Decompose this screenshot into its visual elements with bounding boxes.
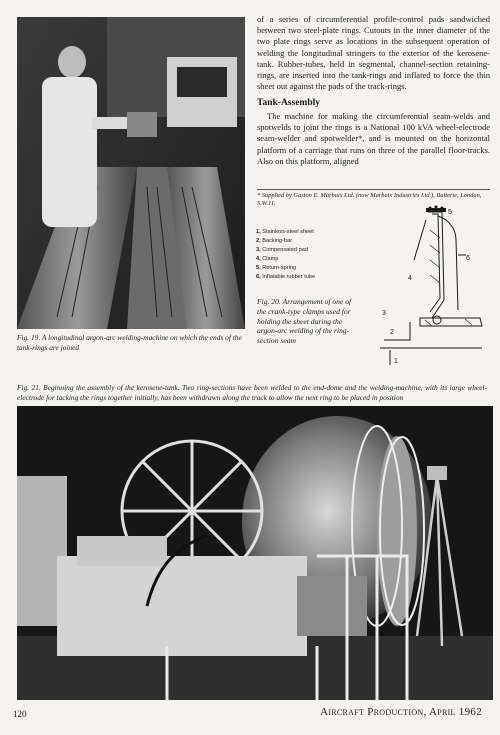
running-footer: Aircraft Production, April 1962 xyxy=(320,706,482,718)
parts-item: 5, Return-spring xyxy=(256,265,297,271)
fig21-caption: Fig. 21. Beginning the assembly of the kerosene-tank. Two ring-sections have been welded to the end-dome and the welding-machine, with its large wheel-electrode for tacking the rings together initially, has been withdrawn along the track to allow the next ring to be placed in position xyxy=(17,383,487,402)
diagram-label: 4 xyxy=(408,275,412,282)
parts-item: 3, Compensated pad xyxy=(256,247,308,253)
footnote: * Supplied by Gaston E. Marbaix Ltd. (now Marbaix Industries Ltd.), Batterie, London, S.W.11. xyxy=(257,192,482,207)
fig19-caption: Fig. 19. A longitudinal argon-arc welding-machine on which the ends of the tank-rings are joined xyxy=(17,333,242,352)
fig20-diagram xyxy=(370,200,492,370)
footnote-rule xyxy=(257,189,490,190)
diagram-label: 6 xyxy=(466,255,470,262)
diagram-label: 5 xyxy=(448,209,452,216)
diagram-label: 2 xyxy=(390,329,394,336)
diagram-label: 3 xyxy=(382,310,386,317)
body-paragraph-1: of a series of circumferential profile-control pads sandwiched between two steel-plate rings. Cutouts in the inner diameter of the two plate rings serve as locations in the subsequent operation of welding the longitudinal stringers to the exterior of the kerosene-tank. Rubber-tubes, held in segmental, channel-section retaining-rings, are inserted into the tank-rings and inflated to force the thin sheet out against the pads of the track-rings. xyxy=(257,14,490,92)
diagram-label: 1 xyxy=(394,358,398,365)
fig21-photo xyxy=(17,406,493,700)
parts-legend xyxy=(256,228,376,282)
fig20-caption: Fig. 20. Arrangement of one of the crank-type clamps used for holding the sheet during the argon-arc welding of the ring-section seam xyxy=(257,297,352,346)
parts-item: 6, Inflatable rubber tube xyxy=(256,274,316,280)
parts-item: 1, Stainless-steel sheet xyxy=(256,229,314,235)
parts-item: 4, Clamp xyxy=(256,256,279,262)
page-number: 120 xyxy=(13,709,27,719)
fig19-photo xyxy=(17,17,245,329)
parts-item: 2, Backing-bar xyxy=(256,238,293,244)
body-paragraph-2: The machine for making the circumferential seam-welds and spotwelds to joint the rings is a National 100 kVA wheel-electrode seam-welder and spotwelder*, and is mounted on the horizontal platform of a carriage that runs on three of the parallel floor-tracks. Also on this platform, aligned xyxy=(257,111,490,166)
section-heading: Tank-Assembly xyxy=(257,98,321,108)
